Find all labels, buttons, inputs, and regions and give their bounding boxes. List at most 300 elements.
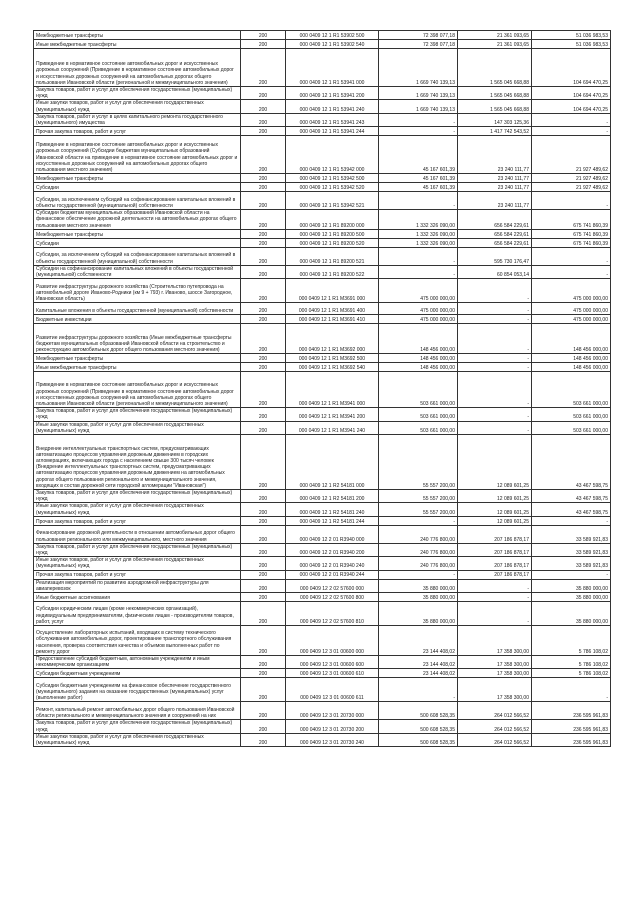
row-code-cell: 200: [241, 265, 286, 278]
row-approved-amount-cell: 1 332 326 090,00: [379, 229, 458, 238]
row-executed-amount-cell: 207 186 878,17: [458, 570, 532, 579]
row-unexecuted-amount-cell: 43 467 598,75: [532, 503, 611, 516]
row-name-cell: Капитальные вложения в объекты государственной (муниципальной) собственности: [34, 303, 241, 315]
table-row: [34, 579, 611, 592]
row-unexecuted-amount-cell: 675 741 860,39: [532, 229, 611, 238]
row-classification-code-cell: 000 0409 12 1 R1 M3691 400: [286, 303, 379, 315]
row-executed-amount-cell: 60 854 053,14: [458, 265, 532, 278]
row-name-cell: Субсидии: [34, 183, 241, 192]
row-unexecuted-amount-cell: -: [532, 570, 611, 579]
table-row: [34, 363, 611, 372]
table-row: [34, 229, 611, 238]
row-executed-amount-cell: 21 361 093,65: [458, 40, 532, 49]
row-unexecuted-amount-cell: 148 456 000,00: [532, 363, 611, 372]
row-code-cell: 200: [241, 733, 286, 746]
row-classification-code-cell: 000 0409 12 1 R2 54181 244: [286, 516, 379, 525]
row-unexecuted-amount-cell: 236 595 961,83: [532, 733, 611, 746]
row-code-cell: 200: [241, 602, 286, 626]
row-executed-amount-cell: -: [458, 324, 532, 354]
row-name-cell: Межбюджетные трансферты: [34, 31, 241, 40]
row-name-cell: Иные закупки товаров, работ и услуг для обеспечения государственных (муниципальных) нужд: [34, 421, 241, 434]
row-approved-amount-cell: 500 608 528,35: [379, 720, 458, 733]
table-row: [34, 570, 611, 579]
row-executed-amount-cell: -: [458, 421, 532, 434]
row-approved-amount-cell: 475 000 000,00: [379, 279, 458, 303]
table-row: [34, 557, 611, 570]
row-code-cell: 200: [241, 557, 286, 570]
row-name-cell: Закупка товаров, работ и услуг для обеспечения государственных (муниципальных) нужд: [34, 408, 241, 421]
row-name-cell: Предоставление субсидий бюджетным, автономным учреждениям и иным некоммерческим организациям: [34, 656, 241, 669]
row-name-cell: Приведение в нормативное состояние автомобильных дорог и искусственных дорожных сооружений (Приведение в нормативное состояние автомобильных дорог и искусственных дорожных сооружений на автомобильных дорогах общего пользования Ивановской области (региональной и межмуниципального значения): [34, 372, 241, 408]
row-name-cell: Ремонт, капитальный ремонт автомобильных дорог общего пользования Ивановской области регионального и межмуниципального значения и сооружений на них: [34, 702, 241, 720]
row-approved-amount-cell: -: [379, 516, 458, 525]
row-executed-amount-cell: -: [458, 363, 532, 372]
row-name-cell: Межбюджетные трансферты: [34, 229, 241, 238]
row-code-cell: 200: [241, 354, 286, 363]
table-row: [34, 702, 611, 720]
row-classification-code-cell: 000 0409 12 1 R1 53902 500: [286, 31, 379, 40]
row-name-cell: Субсидии бюджетам муниципальных образований Ивановской области на финансовое обеспечение дорожной деятельности на автомобильных дорогах общего пользования местного значения: [34, 210, 241, 230]
row-approved-amount-cell: 35 880 000,00: [379, 602, 458, 626]
row-approved-amount-cell: 500 608 528,35: [379, 702, 458, 720]
row-code-cell: 200: [241, 247, 286, 265]
row-code-cell: 200: [241, 315, 286, 324]
row-unexecuted-amount-cell: 148 456 000,00: [532, 354, 611, 363]
row-classification-code-cell: 000 0409 12 1 R1 M3691 000: [286, 279, 379, 303]
table-row: [34, 279, 611, 303]
table-row: [34, 87, 611, 100]
row-name-cell: Межбюджетные трансферты: [34, 174, 241, 183]
row-unexecuted-amount-cell: 33 589 921,83: [532, 557, 611, 570]
row-name-cell: Субсидии бюджетным учреждениям: [34, 669, 241, 678]
row-unexecuted-amount-cell: 21 927 489,62: [532, 183, 611, 192]
row-unexecuted-amount-cell: 5 786 108,02: [532, 669, 611, 678]
row-approved-amount-cell: 72 398 077,18: [379, 31, 458, 40]
table-row: [34, 372, 611, 408]
row-classification-code-cell: 000 0409 12 1 R1 53941 200: [286, 87, 379, 100]
row-name-cell: Закупка товаров, работ и услуг для обеспечения государственных (муниципальных) нужд: [34, 490, 241, 503]
row-approved-amount-cell: -: [379, 570, 458, 579]
row-approved-amount-cell: 240 776 800,00: [379, 543, 458, 556]
row-code-cell: 200: [241, 656, 286, 669]
row-unexecuted-amount-cell: 104 694 470,25: [532, 100, 611, 113]
row-approved-amount-cell: -: [379, 127, 458, 136]
row-name-cell: Субсидии, за исключением субсидий на софинансирование капитальных вложений в объекты государственной (муниципальной) собственности: [34, 192, 241, 210]
table-row: [34, 525, 611, 543]
row-classification-code-cell: 000 0409 12 3 01 00600 600: [286, 656, 379, 669]
row-unexecuted-amount-cell: 475 000 000,00: [532, 315, 611, 324]
row-code-cell: 200: [241, 579, 286, 592]
row-name-cell: Иные межбюджетные трансферты: [34, 363, 241, 372]
row-approved-amount-cell: 1 669 740 139,13: [379, 87, 458, 100]
row-classification-code-cell: 000 0409 12 1 R2 54181 240: [286, 503, 379, 516]
row-unexecuted-amount-cell: 21 927 489,62: [532, 136, 611, 174]
row-classification-code-cell: 000 0409 12 1 R1 89200 520: [286, 238, 379, 247]
row-name-cell: Иные закупки товаров, работ и услуг для обеспечения государственных (муниципальных) нужд: [34, 100, 241, 113]
row-executed-amount-cell: 1 417 742 543,52: [458, 127, 532, 136]
row-name-cell: Закупка товаров, работ и услуг в целях капитального ремонта государственного (муниципального) имущества: [34, 113, 241, 126]
row-code-cell: 200: [241, 669, 286, 678]
row-unexecuted-amount-cell: 51 036 983,53: [532, 31, 611, 40]
table-row: [34, 656, 611, 669]
row-executed-amount-cell: 207 186 878,17: [458, 525, 532, 543]
row-code-cell: 200: [241, 303, 286, 315]
row-approved-amount-cell: 35 880 000,00: [379, 579, 458, 592]
table-row: [34, 733, 611, 746]
row-classification-code-cell: 000 0409 12 1 R1 53941 000: [286, 49, 379, 87]
row-classification-code-cell: 000 0409 12 1 R1 M3692 540: [286, 363, 379, 372]
row-classification-code-cell: 000 0409 12 1 R1 M3692 500: [286, 354, 379, 363]
row-name-cell: Межбюджетные трансферты: [34, 354, 241, 363]
row-name-cell: Субсидии юридическим лицам (кроме некоммерческих организаций), индивидуальным предпринимателям, физическим лицам - производителям товаров, работ, услуг: [34, 602, 241, 626]
row-name-cell: Бюджетные инвестиции: [34, 315, 241, 324]
row-approved-amount-cell: 475 000 000,00: [379, 303, 458, 315]
row-classification-code-cell: 000 0409 12 1 R1 89200 522: [286, 265, 379, 278]
row-approved-amount-cell: 503 661 000,00: [379, 372, 458, 408]
row-code-cell: 200: [241, 192, 286, 210]
row-executed-amount-cell: 1 565 045 668,88: [458, 100, 532, 113]
row-approved-amount-cell: 23 144 408,02: [379, 656, 458, 669]
row-unexecuted-amount-cell: 35 880 000,00: [532, 593, 611, 602]
row-classification-code-cell: 000 0409 12 1 R1 53902 540: [286, 40, 379, 49]
table-row: [34, 265, 611, 278]
row-approved-amount-cell: 45 167 601,39: [379, 183, 458, 192]
row-approved-amount-cell: 35 880 000,00: [379, 593, 458, 602]
row-classification-code-cell: 000 0409 12 3 01 00600 000: [286, 626, 379, 656]
row-name-cell: Прочая закупка товаров, работ и услуг: [34, 570, 241, 579]
table-row: [34, 100, 611, 113]
row-executed-amount-cell: 23 240 111,77: [458, 136, 532, 174]
row-name-cell: Прочая закупка товаров, работ и услуг: [34, 516, 241, 525]
table-row: [34, 192, 611, 210]
row-code-cell: 200: [241, 435, 286, 490]
table-row: [34, 503, 611, 516]
table-row: [34, 324, 611, 354]
row-code-cell: 200: [241, 372, 286, 408]
row-code-cell: 200: [241, 408, 286, 421]
row-classification-code-cell: 000 0409 12 1 R1 89200 521: [286, 247, 379, 265]
table-row: [34, 315, 611, 324]
row-approved-amount-cell: 23 144 408,02: [379, 626, 458, 656]
table-row: [34, 247, 611, 265]
row-approved-amount-cell: -: [379, 247, 458, 265]
row-approved-amount-cell: 475 000 000,00: [379, 315, 458, 324]
row-classification-code-cell: 000 0409 12 1 R1 89200 500: [286, 229, 379, 238]
row-executed-amount-cell: -: [458, 315, 532, 324]
row-approved-amount-cell: 148 456 000,00: [379, 324, 458, 354]
row-unexecuted-amount-cell: 33 589 921,83: [532, 525, 611, 543]
table-row: [34, 435, 611, 490]
row-executed-amount-cell: -: [458, 372, 532, 408]
row-executed-amount-cell: -: [458, 579, 532, 592]
row-unexecuted-amount-cell: 35 880 000,00: [532, 579, 611, 592]
row-classification-code-cell: 000 0409 12 1 R2 54181 000: [286, 435, 379, 490]
row-unexecuted-amount-cell: 5 786 108,02: [532, 656, 611, 669]
table-row: [34, 183, 611, 192]
row-name-cell: Осуществление лабораторных испытаний, входящих в систему технического обслуживания автомобильных дорог, проектирование транспортного обслуживания населения, проверка соответствия качества и объемов выполненных работ по ремонту дорог: [34, 626, 241, 656]
row-name-cell: Иные закупки товаров, работ и услуг для обеспечения государственных (муниципальных) нужд: [34, 733, 241, 746]
row-executed-amount-cell: 207 186 878,17: [458, 543, 532, 556]
table-row: [34, 543, 611, 556]
row-classification-code-cell: 000 0409 12 2 01 R3940 200: [286, 543, 379, 556]
row-classification-code-cell: 000 0409 12 3 01 20730 200: [286, 720, 379, 733]
row-approved-amount-cell: 148 456 000,00: [379, 354, 458, 363]
row-classification-code-cell: 000 0409 12 2 01 R3940 244: [286, 570, 379, 579]
row-name-cell: Субсидии, за исключением субсидий на софинансирование капитальных вложений в объекты государственной (муниципальной) собственности: [34, 247, 241, 265]
row-name-cell: Иные закупки товаров, работ и услуг для обеспечения государственных (муниципальных) нужд: [34, 503, 241, 516]
row-unexecuted-amount-cell: 503 661 000,00: [532, 408, 611, 421]
table-row: [34, 593, 611, 602]
row-code-cell: 200: [241, 720, 286, 733]
row-code-cell: 200: [241, 702, 286, 720]
row-classification-code-cell: 000 0409 12 1 R1 53941 243: [286, 113, 379, 126]
table-row: [34, 127, 611, 136]
row-code-cell: 200: [241, 516, 286, 525]
row-code-cell: 200: [241, 127, 286, 136]
row-approved-amount-cell: 23 144 408,02: [379, 669, 458, 678]
row-classification-code-cell: 000 0409 12 1 R1 53942 000: [286, 136, 379, 174]
row-unexecuted-amount-cell: 35 880 000,00: [532, 602, 611, 626]
row-name-cell: Развитие инфраструктуры дорожного хозяйства (Строительство путепровода на автомобильной дороге Иваново-Родники (км 9 + 793) г. Иваново, шоссе Загородное, Ивановская область): [34, 279, 241, 303]
row-executed-amount-cell: 17 358 300,00: [458, 626, 532, 656]
row-executed-amount-cell: 595 730 176,47: [458, 247, 532, 265]
row-classification-code-cell: 000 0409 12 3 01 00600 611: [286, 678, 379, 702]
row-unexecuted-amount-cell: 43 467 598,75: [532, 435, 611, 490]
row-classification-code-cell: 000 0409 12 1 R1 53942 520: [286, 183, 379, 192]
row-code-cell: 200: [241, 593, 286, 602]
row-approved-amount-cell: 45 167 601,39: [379, 136, 458, 174]
row-unexecuted-amount-cell: 503 661 000,00: [532, 421, 611, 434]
row-unexecuted-amount-cell: -: [532, 127, 611, 136]
row-executed-amount-cell: 207 186 878,17: [458, 557, 532, 570]
row-unexecuted-amount-cell: -: [532, 265, 611, 278]
row-name-cell: Иные закупки товаров, работ и услуг для обеспечения государственных (муниципальных) нужд: [34, 557, 241, 570]
row-code-cell: 200: [241, 238, 286, 247]
row-classification-code-cell: 000 0409 12 2 02 57600 810: [286, 602, 379, 626]
row-unexecuted-amount-cell: 43 467 598,75: [532, 490, 611, 503]
row-executed-amount-cell: 1 565 045 668,88: [458, 87, 532, 100]
table-row: [34, 602, 611, 626]
table-row: [34, 174, 611, 183]
row-executed-amount-cell: 12 089 601,25: [458, 516, 532, 525]
row-approved-amount-cell: 240 776 800,00: [379, 525, 458, 543]
row-code-cell: 200: [241, 525, 286, 543]
row-unexecuted-amount-cell: 475 000 000,00: [532, 279, 611, 303]
row-name-cell: Закупка товаров, работ и услуг для обеспечения государственных (муниципальных) нужд: [34, 720, 241, 733]
row-approved-amount-cell: 45 167 601,39: [379, 174, 458, 183]
row-code-cell: 200: [241, 183, 286, 192]
row-executed-amount-cell: 264 012 566,52: [458, 702, 532, 720]
row-name-cell: Приведение в нормативное состояние автомобильных дорог и искусственных дорожных сооружений (Приведение в нормативное состояние автомобильных дорог и искусственных дорожных сооружений на автомобильных дорогах общего пользования Ивановской области (региональной и межмуниципального значения): [34, 49, 241, 87]
row-executed-amount-cell: 17 358 300,00: [458, 669, 532, 678]
row-executed-amount-cell: 656 584 229,61: [458, 229, 532, 238]
row-code-cell: 200: [241, 31, 286, 40]
row-code-cell: 200: [241, 136, 286, 174]
table-row: [34, 678, 611, 702]
row-executed-amount-cell: 656 584 229,61: [458, 210, 532, 230]
table-row: [34, 238, 611, 247]
row-name-cell: Финансирование дорожной деятельности в отношении автомобильных дорог общего пользования регионального или межмуниципального, местного значения: [34, 525, 241, 543]
row-name-cell: Субсидии бюджетным учреждениям на финансовое обеспечение государственного (муниципального) задания на оказание государственных (муниципальных) услуг (выполнение работ): [34, 678, 241, 702]
row-code-cell: 200: [241, 49, 286, 87]
row-name-cell: Развитие инфраструктуры дорожного хозяйства (Иные межбюджетные трансферты бюджетам муниципальных образований Ивановской области на строительство и реконструкцию автомобильных дорог общего пользования местного значения): [34, 324, 241, 354]
row-name-cell: Прочая закупка товаров, работ и услуг: [34, 127, 241, 136]
row-approved-amount-cell: -: [379, 265, 458, 278]
row-code-cell: 200: [241, 113, 286, 126]
row-unexecuted-amount-cell: 5 786 108,02: [532, 626, 611, 656]
row-code-cell: 200: [241, 324, 286, 354]
row-classification-code-cell: 000 0409 12 3 01 20730 000: [286, 702, 379, 720]
row-executed-amount-cell: 656 584 229,61: [458, 238, 532, 247]
row-unexecuted-amount-cell: 21 927 489,62: [532, 174, 611, 183]
row-code-cell: 200: [241, 678, 286, 702]
table-row: [34, 626, 611, 656]
row-unexecuted-amount-cell: 503 661 000,00: [532, 372, 611, 408]
row-executed-amount-cell: 17 358 300,00: [458, 678, 532, 702]
row-approved-amount-cell: 500 608 528,35: [379, 733, 458, 746]
row-code-cell: 200: [241, 490, 286, 503]
row-approved-amount-cell: 55 557 200,00: [379, 503, 458, 516]
table-row: [34, 669, 611, 678]
row-approved-amount-cell: 55 557 200,00: [379, 490, 458, 503]
row-code-cell: 200: [241, 87, 286, 100]
row-executed-amount-cell: 264 012 566,52: [458, 720, 532, 733]
row-classification-code-cell: 000 0409 12 1 R1 M3691 410: [286, 315, 379, 324]
row-unexecuted-amount-cell: -: [532, 113, 611, 126]
row-classification-code-cell: 000 0409 12 1 R1 53942 500: [286, 174, 379, 183]
row-code-cell: 200: [241, 174, 286, 183]
row-executed-amount-cell: 12 089 601,25: [458, 490, 532, 503]
row-unexecuted-amount-cell: -: [532, 247, 611, 265]
budget-execution-table: [33, 30, 611, 747]
row-classification-code-cell: 000 0409 12 2 02 57600 800: [286, 593, 379, 602]
row-classification-code-cell: 000 0409 12 1 R1 53941 244: [286, 127, 379, 136]
table-row: [34, 354, 611, 363]
row-classification-code-cell: 000 0409 12 2 02 57600 000: [286, 579, 379, 592]
row-classification-code-cell: 000 0409 12 1 R1 M3941 200: [286, 408, 379, 421]
row-name-cell: Закупка товаров, работ и услуг для обеспечения государственных (муниципальных) нужд: [34, 543, 241, 556]
row-classification-code-cell: 000 0409 12 3 01 00600 610: [286, 669, 379, 678]
row-unexecuted-amount-cell: 104 694 470,25: [532, 87, 611, 100]
row-executed-amount-cell: 23 240 111,77: [458, 192, 532, 210]
row-classification-code-cell: 000 0409 12 2 01 R3940 240: [286, 557, 379, 570]
table-row: [34, 210, 611, 230]
row-approved-amount-cell: 72 398 077,18: [379, 40, 458, 49]
row-approved-amount-cell: 1 332 326 090,00: [379, 210, 458, 230]
row-approved-amount-cell: 148 456 000,00: [379, 363, 458, 372]
row-name-cell: Внедрение интеллектуальных транспортных систем, предусматривающих автоматизацию процессов управления дорожным движением в городских агломерациях, включающих города с населением свыше 300 тысяч человек (Внедрение интеллектуальных транспортных систем, предусматривающих автоматизацию процессов управления дорожным движением на автомобильных дорогах общего пользования регионального и межмуниципального значения, входящих в состав дорожной сети городской агломерации "Ивановская"): [34, 435, 241, 490]
table-row: [34, 31, 611, 40]
row-executed-amount-cell: -: [458, 303, 532, 315]
table-row: [34, 720, 611, 733]
row-name-cell: Иные бюджетные ассигнования: [34, 593, 241, 602]
row-name-cell: Приведение в нормативное состояние автомобильных дорог и искусственных дорожных сооружений (Субсидии бюджетам муниципальных образований Ивановской области на приведение в нормативное состояние автомобильных дорог и искусственных дорожных сооружений на автомобильных дорогах общего пользования местного значения): [34, 136, 241, 174]
row-executed-amount-cell: 147 303 125,36: [458, 113, 532, 126]
row-executed-amount-cell: 21 361 093,65: [458, 31, 532, 40]
row-executed-amount-cell: 264 012 566,52: [458, 733, 532, 746]
row-classification-code-cell: 000 0409 12 1 R1 53941 240: [286, 100, 379, 113]
row-approved-amount-cell: 503 661 000,00: [379, 421, 458, 434]
row-approved-amount-cell: 1 332 326 090,00: [379, 238, 458, 247]
row-approved-amount-cell: -: [379, 678, 458, 702]
row-unexecuted-amount-cell: 33 589 921,83: [532, 543, 611, 556]
row-unexecuted-amount-cell: 675 741 860,39: [532, 238, 611, 247]
row-unexecuted-amount-cell: 236 595 961,83: [532, 702, 611, 720]
row-name-cell: Субсидии: [34, 238, 241, 247]
row-classification-code-cell: 000 0409 12 1 R1 M3941 240: [286, 421, 379, 434]
row-executed-amount-cell: -: [458, 602, 532, 626]
row-unexecuted-amount-cell: 104 694 470,25: [532, 49, 611, 87]
row-approved-amount-cell: 1 669 740 139,13: [379, 100, 458, 113]
row-code-cell: 200: [241, 421, 286, 434]
row-code-cell: 200: [241, 626, 286, 656]
row-executed-amount-cell: 1 565 045 668,88: [458, 49, 532, 87]
row-classification-code-cell: 000 0409 12 1 R1 89200 000: [286, 210, 379, 230]
row-executed-amount-cell: 23 240 111,77: [458, 174, 532, 183]
row-name-cell: Закупка товаров, работ и услуг для обеспечения государственных (муниципальных) нужд: [34, 87, 241, 100]
row-code-cell: 200: [241, 570, 286, 579]
row-executed-amount-cell: 17 358 300,00: [458, 656, 532, 669]
row-unexecuted-amount-cell: -: [532, 678, 611, 702]
row-code-cell: 200: [241, 279, 286, 303]
table-row: [34, 136, 611, 174]
row-executed-amount-cell: -: [458, 354, 532, 363]
row-approved-amount-cell: -: [379, 192, 458, 210]
table-row: [34, 303, 611, 315]
row-classification-code-cell: 000 0409 12 1 R1 M3692 000: [286, 324, 379, 354]
table-row: [34, 113, 611, 126]
row-approved-amount-cell: 1 669 740 139,13: [379, 49, 458, 87]
row-classification-code-cell: 000 0409 12 1 R1 M3941 000: [286, 372, 379, 408]
row-unexecuted-amount-cell: 51 036 983,53: [532, 40, 611, 49]
row-executed-amount-cell: -: [458, 593, 532, 602]
table-body: [34, 31, 611, 747]
row-executed-amount-cell: -: [458, 408, 532, 421]
row-classification-code-cell: 000 0409 12 1 R2 54181 200: [286, 490, 379, 503]
row-name-cell: Субсидии на софинансирование капитальных вложений в объекты государственной (муниципальной) собственности: [34, 265, 241, 278]
row-unexecuted-amount-cell: 475 000 000,00: [532, 303, 611, 315]
row-code-cell: 200: [241, 503, 286, 516]
row-executed-amount-cell: -: [458, 279, 532, 303]
row-unexecuted-amount-cell: 148 456 000,00: [532, 324, 611, 354]
row-name-cell: Иные межбюджетные трансферты: [34, 40, 241, 49]
row-code-cell: 200: [241, 100, 286, 113]
row-classification-code-cell: 000 0409 12 1 R1 53942 521: [286, 192, 379, 210]
table-row: [34, 40, 611, 49]
row-unexecuted-amount-cell: -: [532, 192, 611, 210]
row-approved-amount-cell: -: [379, 113, 458, 126]
table-row: [34, 408, 611, 421]
row-executed-amount-cell: 12 089 601,25: [458, 503, 532, 516]
row-code-cell: 200: [241, 363, 286, 372]
table-row: [34, 516, 611, 525]
row-unexecuted-amount-cell: 675 741 860,39: [532, 210, 611, 230]
row-code-cell: 200: [241, 210, 286, 230]
row-approved-amount-cell: 240 776 800,00: [379, 557, 458, 570]
row-executed-amount-cell: 23 240 111,77: [458, 183, 532, 192]
row-executed-amount-cell: 12 089 601,25: [458, 435, 532, 490]
table-row: [34, 490, 611, 503]
row-code-cell: 200: [241, 229, 286, 238]
table-row: [34, 421, 611, 434]
table-row: [34, 49, 611, 87]
row-classification-code-cell: 000 0409 12 2 01 R3940 000: [286, 525, 379, 543]
row-approved-amount-cell: 503 661 000,00: [379, 408, 458, 421]
row-approved-amount-cell: 55 557 200,00: [379, 435, 458, 490]
row-unexecuted-amount-cell: 236 595 961,83: [532, 720, 611, 733]
row-unexecuted-amount-cell: -: [532, 516, 611, 525]
row-code-cell: 200: [241, 40, 286, 49]
